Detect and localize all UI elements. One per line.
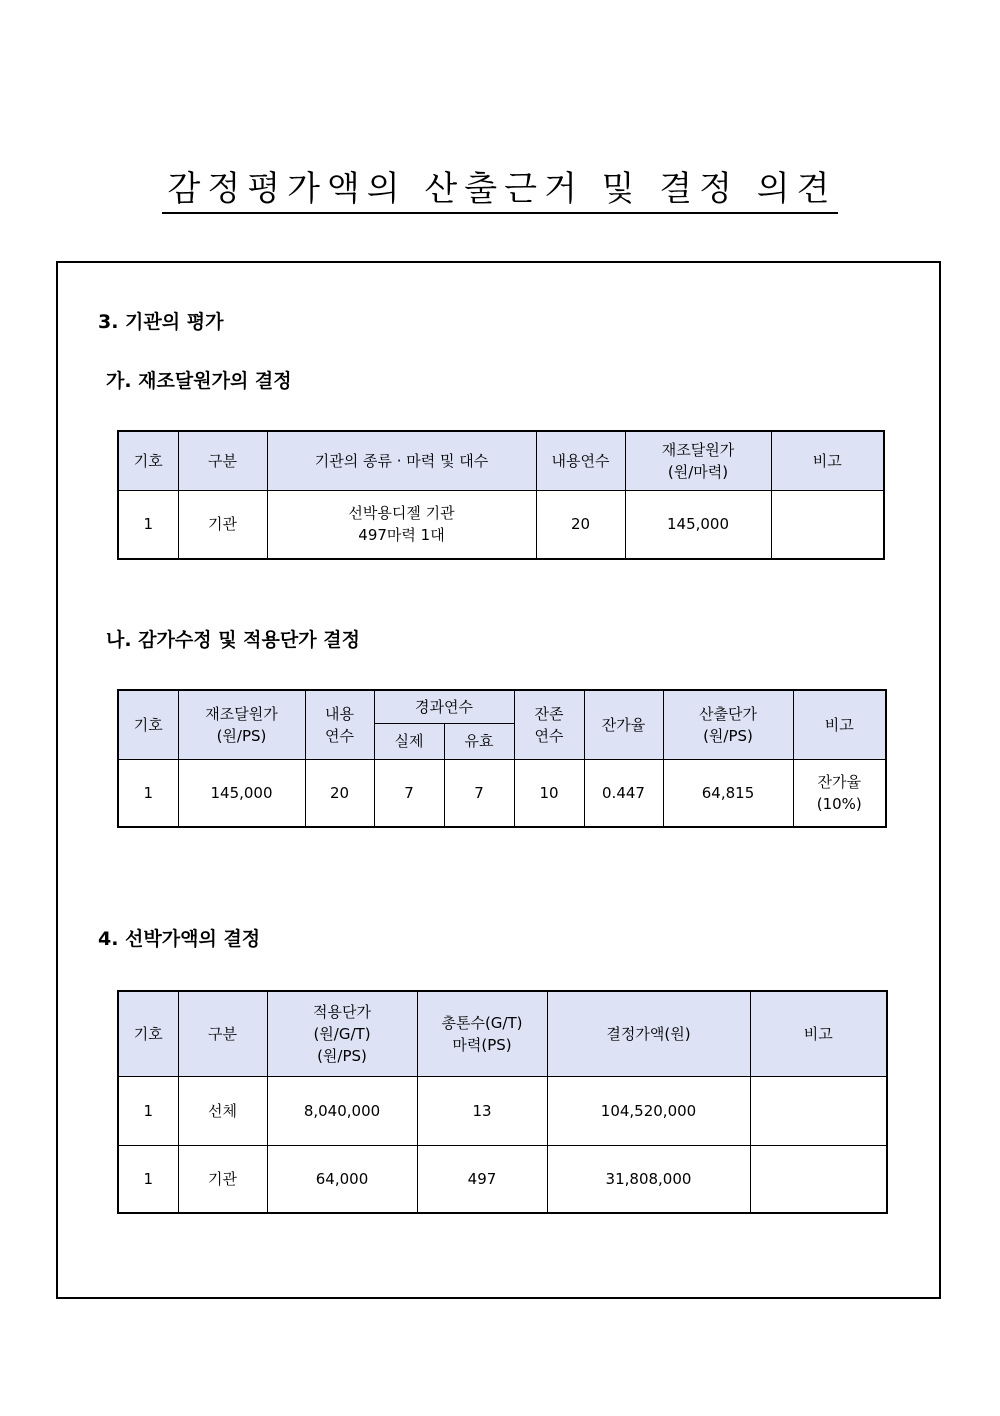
- cell-determined-value: 31,808,000: [547, 1145, 750, 1213]
- header-no: 기호: [118, 431, 178, 490]
- header-remaining-years-line1: 잔존: [534, 704, 564, 723]
- cell-replacement-cost: 145,000: [625, 490, 771, 559]
- cell-note-line1: 잔가율: [817, 772, 861, 791]
- cell-engine-desc-line2: 497마력 1대: [358, 526, 445, 545]
- header-remaining-years-line2: 연수: [534, 726, 564, 745]
- document-title: [0, 168, 1000, 214]
- header-engine-desc: 기관의 종류 · 마력 및 대수: [267, 431, 536, 490]
- table-row: [118, 1076, 887, 1145]
- cell-no: 1: [118, 1145, 178, 1213]
- table-header-row: [118, 690, 886, 723]
- section4-heading: 4. 선박가액의 결정: [98, 928, 261, 950]
- header-useful-life-line2: 연수: [325, 726, 354, 745]
- header-replacement-cost-line2: (원/PS): [216, 726, 267, 745]
- header-no: 기호: [118, 690, 178, 759]
- header-applied-price-line2: (원/G/T): [313, 1024, 371, 1043]
- header-remaining-years: [514, 690, 584, 759]
- header-note: 비고: [793, 690, 886, 759]
- document-title-text: 감정평가액의 산출근거 및 결정 의견: [162, 168, 839, 214]
- cell-residual-rate: 0.447: [584, 759, 663, 827]
- header-unit-price-line1: 산출단가: [699, 704, 757, 723]
- section3-heading: 3. 기관의 평가: [98, 311, 224, 333]
- header-replacement-cost: [625, 431, 771, 490]
- cell-engine-desc: [267, 490, 536, 559]
- cell-note: [750, 1076, 887, 1145]
- cell-engine-desc-line1: 선박용디젤 기관: [348, 504, 455, 523]
- cell-note: [771, 490, 884, 559]
- header-useful-life-line1: 내용: [325, 704, 354, 723]
- replacement-cost-table: [117, 430, 885, 560]
- vessel-value-table: [117, 990, 888, 1214]
- table-row: [118, 490, 884, 559]
- header-applied-price: [267, 991, 417, 1076]
- cell-actual-years: 7: [374, 759, 444, 827]
- cell-type: 기관: [178, 1145, 267, 1213]
- header-unit-price-line2: (원/PS): [703, 726, 753, 745]
- cell-note-line2: (10%): [816, 794, 862, 813]
- header-note: 비고: [750, 991, 887, 1076]
- cell-remaining-years: 10: [514, 759, 584, 827]
- table-header-row: [118, 991, 887, 1076]
- header-tonnage: [417, 991, 547, 1076]
- cell-note: [750, 1145, 887, 1213]
- header-effective-years: 유효: [444, 723, 514, 759]
- cell-useful-life: 20: [305, 759, 374, 827]
- cell-useful-life: 20: [536, 490, 625, 559]
- cell-note: [793, 759, 886, 827]
- header-applied-price-line1: 적용단가: [313, 1002, 371, 1021]
- header-tonnage-line2: 마력(PS): [452, 1035, 512, 1054]
- header-note: 비고: [771, 431, 884, 490]
- cell-no: 1: [118, 490, 178, 559]
- cell-tonnage: 497: [417, 1145, 547, 1213]
- header-type: 구분: [178, 431, 267, 490]
- cell-no: 1: [118, 1076, 178, 1145]
- header-unit-price: [663, 690, 793, 759]
- cell-effective-years: 7: [444, 759, 514, 827]
- depreciation-table: [117, 689, 887, 828]
- header-no: 기호: [118, 991, 178, 1076]
- header-useful-life: 내용연수: [536, 431, 625, 490]
- table-row: [118, 759, 886, 827]
- content-frame: [56, 261, 941, 1299]
- header-replacement-cost-line1: 재조달원가: [661, 440, 735, 459]
- cell-no: 1: [118, 759, 178, 827]
- cell-unit-price: 64,815: [663, 759, 793, 827]
- cell-determined-value: 104,520,000: [547, 1076, 750, 1145]
- cell-applied-price: 64,000: [267, 1145, 417, 1213]
- cell-type: 기관: [178, 490, 267, 559]
- section3b-heading: 나. 감가수정 및 적용단가 결정: [106, 629, 360, 651]
- header-type: 구분: [178, 991, 267, 1076]
- header-determined-value: 결정가액(원): [547, 991, 750, 1076]
- cell-tonnage: 13: [417, 1076, 547, 1145]
- cell-type: 선체: [178, 1076, 267, 1145]
- header-tonnage-line1: 총톤수(G/T): [441, 1013, 523, 1032]
- header-elapsed-years: 경과연수: [374, 690, 514, 723]
- header-replacement-cost: [178, 690, 305, 759]
- cell-applied-price: 8,040,000: [267, 1076, 417, 1145]
- header-applied-price-line3: (원/PS): [317, 1046, 367, 1065]
- header-useful-life: [305, 690, 374, 759]
- table-header-row: [118, 431, 884, 490]
- header-residual-rate: 잔가율: [584, 690, 663, 759]
- section3a-heading: 가. 재조달원가의 결정: [106, 370, 292, 392]
- cell-replacement-cost: 145,000: [178, 759, 305, 827]
- table-row: [118, 1145, 887, 1213]
- header-replacement-cost-line1: 재조달원가: [205, 704, 278, 723]
- header-actual-years: 실제: [374, 723, 444, 759]
- header-replacement-cost-line2: (원/마력): [667, 462, 729, 481]
